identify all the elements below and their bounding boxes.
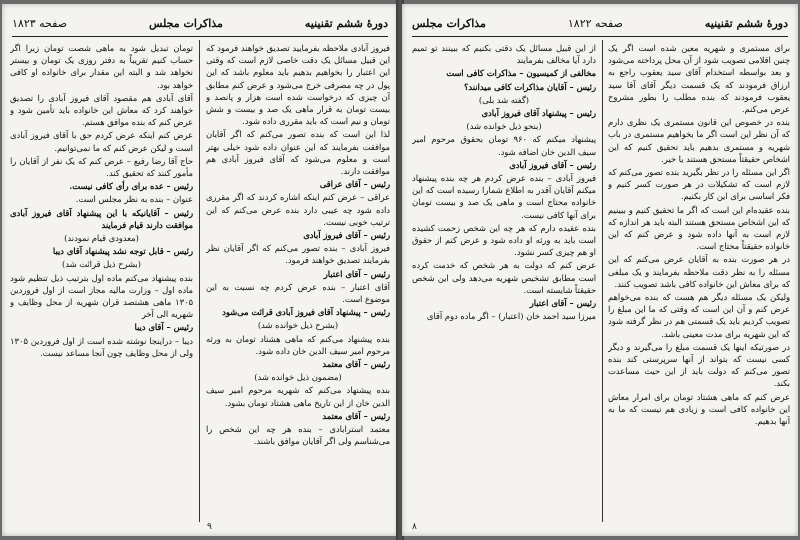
speaker-line: رئیس – آقای فیروز آبادی [509,159,596,170]
right-page-left-column [412,42,596,518]
paragraph: از این قبیل مسائل یک دقتی بکنیم که ببینند تو تمیم دارد آیا مخالف بفرمایند [412,43,596,66]
paragraph: بنده پیشنهاد می‌کنم که ماهی هشتاد تومان به ورثه مرحوم امیر سیف الدین خان داده شود. [206,333,390,356]
stage-direction: (گفته شد بلی) [478,94,530,105]
stage-direction: (مضمون ذیل خوانده شد) [254,372,342,383]
left-header-page-label: صفحه ۱۸۲۳ [12,16,68,30]
left-header-rule [12,36,388,37]
speaker-line: مخالفی از کمیسیون – مذاکرات کافی است [446,68,596,79]
paragraph: بنده عقیده‌ام این است که اگر ما تحقیق کنیم و ببینیم که این اشخاص مستحق هستند البته باید هر اندازه که لازم است به آنها داده شود و عرض کنم که این خانواده حقیقتاً محتاج است. [608,204,790,252]
left-header-title: مذاکرات مجلس [149,16,223,30]
paragraph: ولیکن یک مسئله دیگر هم هست که بنده می‌خواهم عرض کنم و آن این است که وقتی که ما این مبلغ را تصویب کردیم باید یک قسمتی هم در نظر گرفته شود که این شهریه برای مدت معینی باشد. [608,292,790,339]
speaker-line: رئیس – آقای اعتبار [323,268,390,279]
paragraph: پیشنهاد میکنم که ۹۶۰ تومان بحقوق مرحوم امیر سیف الدین خان اضافه شود. [412,134,596,157]
paragraph: عرض کنم اینکه عرض کردم حق با آقای فیروز آبادی است و لیکن عرض کنم که ما نمی‌توانیم. [10,130,193,153]
left-page [2,4,398,536]
speaker-line: رئیس – پیشنهاد آقای فیروز آبادی قرائت می‌شود [222,307,390,318]
paragraph: بنده عقیده دارم که هر چه این شخص زحمت کشیده است باید به ورثه او داده شود و عرض کنم از حقوق او هم چیزی کسر نشود. [412,222,596,258]
stage-direction: (معدودی قیام نمودند) [64,233,139,244]
speaker-line: رئیس – آقایان مذاکرات کافی میدانند؟ [463,81,596,92]
paragraph: دیبا – دراینجا نوشته شده است از اول فروردین ۱۳۰۵ ولی از محل وظایف چون آنجا مساعد نیست. [10,335,193,358]
paragraph: فیروز آبادی – بنده عرض کردم هر چه بنده پیشنهاد میکنم آقایان آقدر به اطلاع شمارا رسیده است که این خانواده محتاج است و ماهی یک صد و بیست تومان برای آنها کافی نیست. [412,173,596,220]
paragraph: برای مستمری و شهریه معین شده است اگر یک چنین اقلامی تصویب شود از آن محل پرداخته می‌شود و بعد بواسطه استخدام آقای سید یعقوب راجع به ارزاق فرمودند که یک قسمت دیگر آقای آقا سید یعقوب فرمودند که بنده مطلب را بطور مشروح عرض می‌کنم. [608,43,790,115]
paragraph: تومان تبدیل شود به ماهی شصت تومان زیرا اگر حساب کنیم تقریباً به دفتر روزی یک تومان و بیستر نخواهد شد و البته این مقدار برای خانواده او کافی خواهد بود. [10,43,193,90]
paragraph: در صورتیکه اینها یک قسمت مبلغ را می‌گیرند و دیگر کسی نیست که بتواند از آنها سرپرستی کند بنده تصور می‌کنم که دولت باید از این حیث مساعدت بکند. [608,341,790,389]
paragraph: عرض کنم که ماهی هشتاد تومان برای امرار معاش این خانواده کافی است و زیادی هم نیست که ما به آنها بدهیم. [608,391,790,427]
paragraph: معتمد استرابادی – بنده هر چه این شخص را می‌شناسم ولی اگر آقایان موافق باشند. [206,424,390,447]
right-page-column-rule [602,40,603,522]
speaker-line: رئیس – عده برای رأی کافی نیست. [69,181,193,192]
left-page-left-column [10,42,193,518]
paragraph: آقای اعتبار – بنده عرض کردم چه نسبت به این موضوع است. [206,281,390,305]
paragraph: فیروز آبادی – بنده تصور می‌کنم که اگر آقایان نظر بفرمایند تصدیق خواهند فرمود. [206,243,390,266]
right-header-rule [412,36,788,37]
right-page [402,4,798,536]
stage-direction: (بشرح ذیل خوانده شد) [257,320,339,331]
speaker-line: رئیس – آقای معتمد [322,359,390,370]
right-page-header [412,12,788,34]
left-page-column-rule [199,40,200,522]
right-page-right-column [608,42,790,518]
paragraph: در هر صورت بنده به آقایان عرض می‌کنم که این مسئله را به نظر دقت ملاحظه بفرمایند و یک مبلغی که برای معاش این خانواده کافی باشد تصویب کنند. [608,254,790,289]
speaker-line: رئیس – آقای عراقی [319,179,390,190]
speaker-line: رئیس – آقای فیروز آبادی [303,230,390,241]
paragraph: عرض کنم که دولت به هر شخص که خدمت کرده است مطابق تشخیص شهریه می‌دهد ولی این شخص حقیقتاً شایسته است. [412,260,596,295]
paragraph: آقای آبادی هم مقصود آقای فیروز آبادی را تصدیق خواهند کرد که معاش این خانواده باید تأمین شود و عرض کنم که بنده موافق هستم. [10,92,193,128]
paragraph: فیروز آبادی ملاحظه بفرمایید تصدیق خواهند فرمود که این قبیل مسائل یک دقت خاصی لازم است که وقتی این اعتبار را بخواهیم بدهیم باید معلوم باشد که این پول در چه مصرفی خرج می‌شود و عرض کنم مطابق آن چیزی که درخواست شده است هزار و پانصد و بیست تومان به قرار ماهی یک صد و بیست و شش تومان و نیم است که باید مقرری داده شود. [206,43,390,127]
right-header-series: دورهٔ ششم تقنینیه [704,16,788,30]
speaker-line: رئیس – آقایانیکه با این پیشنهاد آقای فیروز آبادی موافقت دارند قیام فرمایند [10,207,193,230]
right-page-number: ۸ [412,522,417,532]
paragraph: اگر این مسئله را در نظر بگیرید بنده تصور می‌کنم که لازم است که تشکیلات در هر صورت کسر کنیم و فکر اساسی برای این کار بکنیم. [608,167,790,202]
paragraph: عنوان – بنده به نظر مجلس است. [75,194,193,205]
left-page-right-column [206,42,390,518]
speaker-line: رئیس – آقای دیبا [134,322,193,333]
right-header-title: مذاکرات مجلس [412,16,486,30]
speaker-line: رئیس – آقای اعتبار [529,298,596,309]
left-page-header [12,12,388,34]
stage-direction: (بنحو ذیل خوانده شد) [466,121,542,132]
left-header-series: دورهٔ ششم تقنینیه [304,16,388,30]
paragraph: بنده پیشنهاد می‌کنم ماده اول بترتیب ذیل تنظیم شود ماده اول – وزارت مالیه مجاز است از اول فروردین ۱۳۰۵ ماهی هشتصد قران شهریه از محل وظایف و شهریه الی آخر [10,272,193,320]
stage-direction: (بشرح ذیل قرائت شد) [62,259,141,270]
paragraph: میرزا سید احمد خان (اعتبار) – اگر ماده دوم آقای [426,311,596,322]
paragraph: حاج آقا رضا رفیع – عرض کنم که یک نفر از آقایان را مأمور کنند که تحقیق کند. [10,155,193,179]
paragraph: لذا این است که بنده تصور می‌کنم که اگر آقایان موافقت بفرمایند که این عنوان داده شود خیلی بهتر است و معلوم می‌شود که آقای فیروز آبادی هم موافقت دارند. [206,129,390,177]
speaker-line: رئیس – آقای معتمد [322,410,390,421]
paragraph: عراقی – عرض کنم اینکه اشاره کردند که اگر مقرری داده شود چه عیبی دارد بنده عرض می‌کنم که این ترتیب خوبی نیست. [206,192,390,227]
right-header-page-label: صفحه ۱۸۲۲ [567,16,623,30]
paragraph: بنده پیشنهاد می‌کنم که شهریه مرحوم امیر سیف الدین خان از این تاریخ ماهی هشتاد تومان بشود. [206,385,390,408]
speaker-line: رئیس – قابل توجه نشد پیشنهاد آقای دیبا [52,246,193,257]
paragraph: بنده در خصوص این قانون مستمری یک نظری دارم که آن نظر این است اگر ما بخواهیم مستمری در باب شهریه و مستمری بدهیم باید تحقیق کنیم که این اشخاص حقیقتاً مستحق هستند یا خیر. [608,117,790,164]
speaker-line: رئیس – پیشنهاد آقای فیروز آبادی [481,108,596,119]
left-page-number: ۹ [207,522,212,532]
